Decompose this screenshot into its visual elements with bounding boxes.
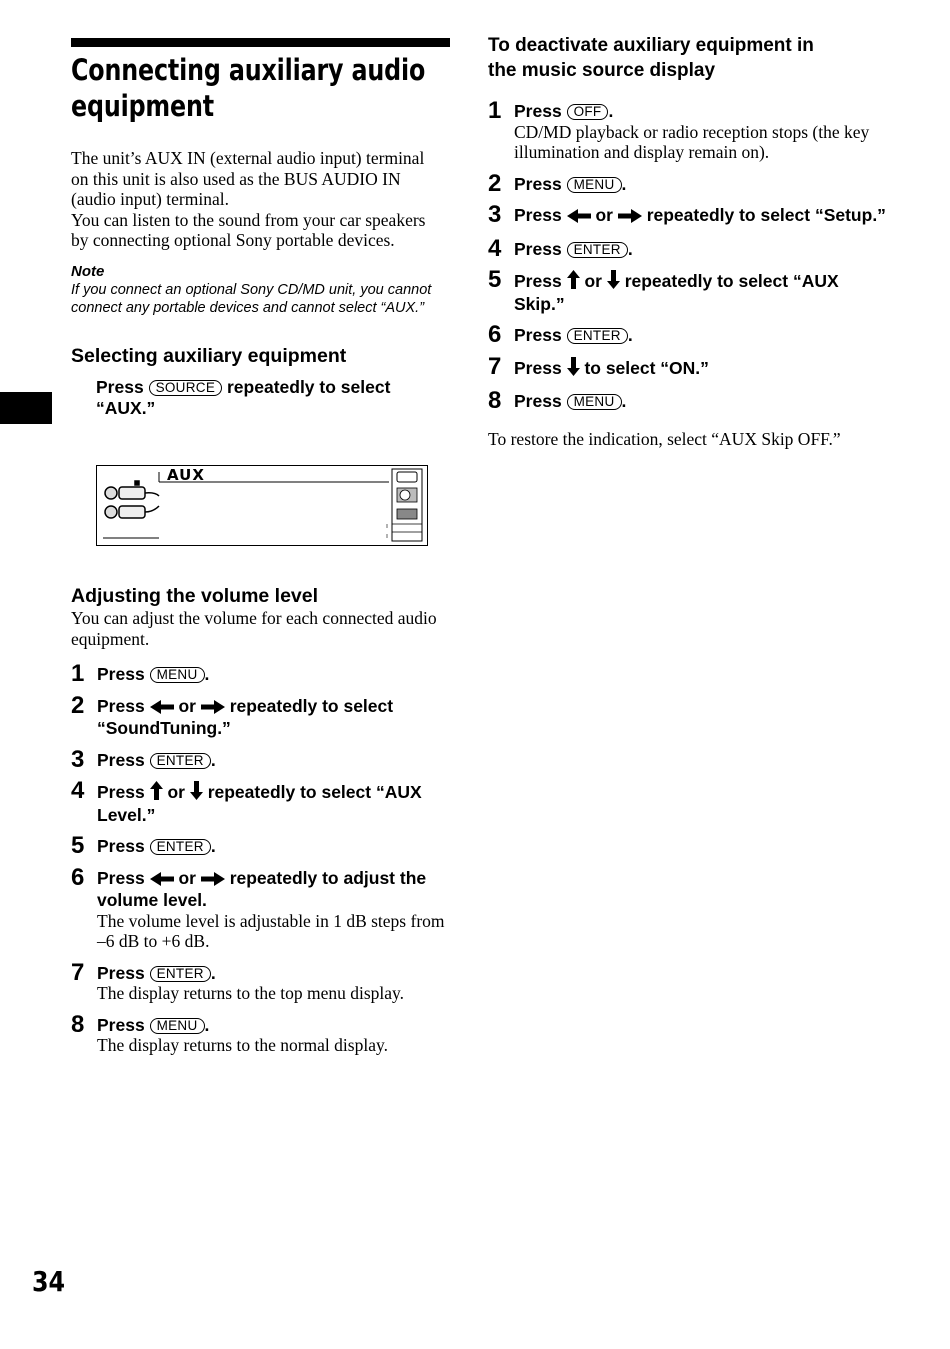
left-column bbox=[71, 52, 443, 419]
step-description: The volume level is adjustable in 1 dB steps from –6 dB to +6 dB. bbox=[97, 910, 445, 951]
intro-paragraph-2: You can listen to the sound from your car speakers by connecting optional Sony portable devices. bbox=[71, 209, 426, 250]
step-number: 5 bbox=[71, 832, 85, 859]
step-instruction bbox=[514, 391, 888, 412]
left-arrow-icon bbox=[567, 207, 591, 228]
rca-plug-icon bbox=[105, 481, 159, 518]
down-arrow-icon bbox=[607, 270, 620, 294]
step-rest: . bbox=[210, 836, 216, 856]
title-rule bbox=[71, 38, 450, 47]
step-instruction bbox=[97, 664, 446, 685]
step-instruction bbox=[97, 750, 446, 771]
or-label: or bbox=[584, 271, 602, 291]
step-rest: . bbox=[204, 664, 210, 684]
enter-key: ENTER bbox=[567, 242, 628, 258]
press-label: Press bbox=[97, 867, 145, 888]
step-rest: . bbox=[621, 391, 627, 411]
press-label: Press bbox=[97, 664, 145, 684]
press-label: Press bbox=[97, 782, 145, 802]
aux-display-illustration bbox=[96, 465, 428, 546]
step-number: 8 bbox=[71, 1010, 85, 1038]
deactivate-step bbox=[488, 352, 888, 381]
step-instruction bbox=[97, 781, 446, 825]
step-rest: repeatedly to select “SoundTuning.” bbox=[97, 695, 394, 738]
press-label: Press bbox=[514, 101, 562, 121]
step-rest: repeatedly to adjust the volume level. bbox=[97, 867, 427, 910]
step-number: 4 bbox=[71, 777, 85, 804]
down-arrow-icon bbox=[567, 357, 580, 381]
step-number: 8 bbox=[488, 387, 502, 414]
step-instruction bbox=[514, 239, 888, 260]
page-title-line2: equipment bbox=[71, 89, 214, 123]
step-rest: . bbox=[627, 238, 633, 259]
deactivate-heading-line2: the music source display bbox=[488, 60, 716, 81]
up-arrow-icon bbox=[567, 270, 580, 294]
step-number: 4 bbox=[488, 234, 502, 262]
step-instruction bbox=[514, 325, 888, 346]
or-label: or bbox=[167, 782, 185, 802]
press-label: Press bbox=[514, 271, 562, 291]
step-instruction bbox=[97, 1015, 446, 1036]
step-number: 3 bbox=[71, 745, 85, 773]
right-column bbox=[488, 33, 888, 449]
deactivate-steps bbox=[488, 97, 888, 414]
step-number: 1 bbox=[488, 97, 502, 124]
press-label: Press bbox=[514, 205, 562, 225]
step-number: 2 bbox=[488, 169, 502, 197]
up-arrow-icon bbox=[150, 781, 163, 805]
press-label: Press bbox=[514, 357, 562, 378]
step-rest: . bbox=[627, 325, 633, 345]
right-arrow-icon bbox=[201, 870, 225, 891]
or-label: or bbox=[178, 695, 196, 716]
step-instruction bbox=[97, 836, 446, 857]
step-rest: . bbox=[204, 1014, 210, 1035]
press-label: Press bbox=[514, 173, 562, 194]
page-number: 34 bbox=[32, 1265, 66, 1298]
deactivate-step bbox=[488, 234, 888, 262]
aux-display-label: AUX bbox=[167, 466, 205, 484]
step-number: 3 bbox=[488, 201, 502, 228]
step-number: 6 bbox=[488, 321, 502, 348]
enter-key: ENTER bbox=[567, 328, 628, 344]
deactivate-step bbox=[488, 266, 888, 314]
step-number: 6 bbox=[71, 863, 85, 891]
menu-key: MENU bbox=[567, 394, 622, 410]
intro-paragraph-1: The unit’s AUX IN (external audio input) terminal on this unit is also used as the BUS AUDIO IN (audio input) terminal. bbox=[71, 148, 425, 209]
volume-step bbox=[71, 958, 446, 1004]
press-label: Press bbox=[97, 836, 145, 856]
step-instruction bbox=[97, 868, 446, 911]
press-label: Press bbox=[97, 695, 145, 716]
page-title-line1: Connecting auxiliary audio bbox=[71, 53, 426, 87]
press-label: Press bbox=[97, 749, 145, 770]
volume-step bbox=[71, 832, 446, 859]
right-arrow-icon bbox=[201, 698, 225, 719]
press-label: Press bbox=[96, 376, 144, 397]
note-text: If you connect an optional Sony CD/MD unit, you cannot connect any portable devices and cannot select “AUX.” bbox=[71, 281, 432, 316]
or-label: or bbox=[595, 205, 613, 225]
volume-step bbox=[71, 691, 446, 739]
enter-key: ENTER bbox=[150, 753, 211, 769]
step-rest: repeatedly to select “Setup.” bbox=[646, 205, 886, 225]
press-label: Press bbox=[97, 962, 145, 983]
restore-note: To restore the indication, select “AUX Skip OFF.” bbox=[488, 428, 841, 449]
enter-key: ENTER bbox=[150, 839, 211, 855]
menu-key: MENU bbox=[567, 177, 622, 193]
step-description: The display returns to the top menu display. bbox=[97, 983, 405, 1003]
step-instruction bbox=[514, 174, 888, 195]
volume-heading: Adjusting the volume level bbox=[71, 585, 319, 607]
step-instruction bbox=[97, 963, 446, 984]
page-title bbox=[71, 52, 440, 124]
volume-section bbox=[71, 584, 446, 1067]
step-number: 2 bbox=[71, 691, 85, 719]
step-number: 1 bbox=[71, 660, 85, 687]
source-key: SOURCE bbox=[149, 380, 223, 396]
volume-intro: You can adjust the volume for each connected audio equipment. bbox=[71, 608, 437, 649]
step-rest: repeatedly to select “AUX Skip.” bbox=[514, 271, 839, 314]
step-number: 7 bbox=[488, 352, 502, 380]
step-instruction bbox=[514, 357, 888, 381]
step-instruction bbox=[514, 270, 888, 314]
section-tab-marker bbox=[0, 392, 52, 424]
enter-key: ENTER bbox=[150, 966, 211, 982]
step-number: 5 bbox=[488, 266, 502, 293]
step-instruction bbox=[514, 101, 888, 122]
selecting-rest: repeatedly to select “AUX.” bbox=[96, 376, 391, 418]
off-key: OFF bbox=[567, 104, 609, 120]
press-label: Press bbox=[514, 391, 562, 411]
volume-step bbox=[71, 745, 446, 773]
deactivate-heading-line1: To deactivate auxiliary equipment in bbox=[488, 35, 814, 56]
step-rest: repeatedly to select “AUX Level.” bbox=[97, 782, 422, 825]
step-instruction bbox=[514, 205, 888, 228]
volume-step bbox=[71, 863, 446, 952]
deactivate-step bbox=[488, 387, 888, 414]
step-description: The display returns to the normal display. bbox=[97, 1035, 388, 1055]
selecting-instruction bbox=[71, 377, 443, 419]
selecting-heading: Selecting auxiliary equipment bbox=[71, 344, 347, 367]
step-rest: . bbox=[608, 101, 614, 121]
right-arrow-icon bbox=[618, 207, 642, 228]
aux-display-drawing bbox=[97, 466, 426, 544]
press-label: Press bbox=[514, 238, 562, 259]
deactivate-step bbox=[488, 321, 888, 348]
press-label: Press bbox=[514, 325, 562, 345]
note-heading: Note bbox=[71, 262, 105, 280]
deactivate-heading bbox=[488, 33, 888, 83]
deactivate-step bbox=[488, 97, 888, 163]
step-rest: . bbox=[210, 962, 216, 983]
volume-step bbox=[71, 660, 446, 687]
step-instruction bbox=[97, 696, 446, 739]
or-label: or bbox=[178, 867, 196, 888]
step-rest: . bbox=[621, 173, 627, 194]
step-rest: to select “ON.” bbox=[584, 357, 709, 378]
down-arrow-icon bbox=[190, 781, 203, 805]
menu-key: MENU bbox=[150, 1018, 205, 1034]
step-description: CD/MD playback or radio reception stops (the key illumination and display remain on). bbox=[514, 121, 870, 162]
step-rest: . bbox=[210, 749, 216, 770]
deactivate-step bbox=[488, 201, 888, 228]
volume-steps bbox=[71, 660, 446, 1056]
deactivate-step bbox=[488, 169, 888, 197]
step-number: 7 bbox=[71, 958, 85, 986]
volume-step bbox=[71, 1010, 446, 1056]
left-arrow-icon bbox=[150, 698, 174, 719]
menu-key: MENU bbox=[150, 667, 205, 683]
volume-step bbox=[71, 777, 446, 825]
press-label: Press bbox=[97, 1014, 145, 1035]
left-arrow-icon bbox=[150, 870, 174, 891]
